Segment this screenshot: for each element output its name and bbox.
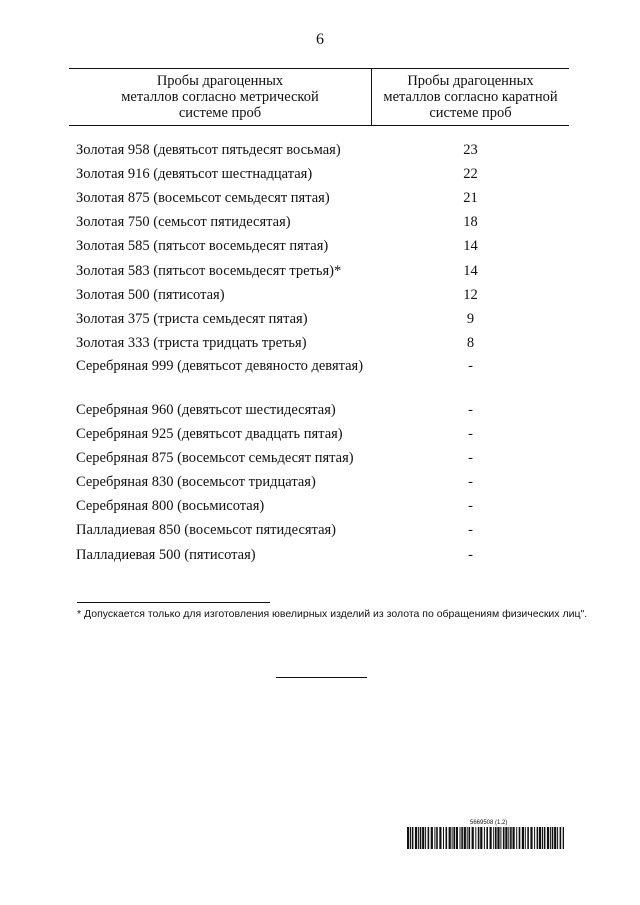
table-row: [69, 142, 569, 158]
row-assay-name: Золотая 375 (триста семьдесят пятая): [76, 311, 308, 327]
row-assay-name: Палладиевая 500 (пятисотая): [76, 547, 256, 563]
assay-table: [69, 68, 569, 563]
document-code: 5669508 (1.2): [470, 820, 508, 826]
row-assay-name: Серебряная 830 (восемьсот тридцатая): [76, 474, 316, 490]
barcode: [407, 827, 564, 849]
table-row: [69, 190, 569, 206]
row-carat-value: 8: [466, 335, 475, 351]
header-carat-system: Пробы драгоценных металлов согласно каратной системе проб: [383, 73, 558, 121]
table-row: [69, 474, 569, 490]
table-row: [69, 238, 569, 254]
row-assay-name: Золотая 916 (девятьсот шестнадцатая): [76, 166, 313, 182]
table-row: [69, 426, 569, 442]
footnote-divider: [77, 602, 270, 603]
row-assay-name: Золотая 333 (триста тридцать третья): [76, 335, 307, 351]
row-assay-name: Золотая 875 (восемьсот семьдесят пятая): [76, 190, 330, 206]
row-carat-value: -: [468, 522, 473, 538]
table-row: [69, 450, 569, 466]
row-assay-name: Золотая 500 (пятисотая): [76, 287, 225, 303]
row-carat-value: -: [468, 450, 473, 466]
row-carat-value: -: [468, 402, 473, 418]
row-carat-value: 22: [463, 166, 478, 182]
footnote: * Допускается только для изготовления ювелирных изделий из золота по обращениям физических лиц".: [77, 608, 588, 620]
row-assay-name: Золотая 583 (пятьсот восемьдесят третья)*: [76, 263, 342, 279]
row-assay-name: Серебряная 925 (девятьсот двадцать пятая): [76, 426, 343, 442]
row-carat-value: 14: [463, 263, 478, 279]
table-row: [69, 522, 569, 538]
row-carat-value: -: [468, 474, 473, 490]
table-row: [69, 214, 569, 230]
row-assay-name: Серебряная 800 (восьмисотая): [76, 498, 265, 514]
row-assay-name: Палладиевая 850 (восемьсот пятидесятая): [76, 522, 337, 538]
row-carat-value: 12: [463, 287, 478, 303]
row-carat-value: 18: [463, 214, 478, 230]
table-row: [69, 498, 569, 514]
table-row: [69, 263, 569, 279]
row-assay-name: Золотая 585 (пятьсот восемьдесят пятая): [76, 238, 329, 254]
row-carat-value: -: [468, 358, 473, 374]
row-carat-value: -: [468, 547, 473, 563]
page-number: 6: [316, 31, 324, 48]
table-row: [69, 166, 569, 182]
row-carat-value: -: [468, 498, 473, 514]
table-row: [69, 547, 569, 563]
row-assay-name: Золотая 958 (девятьсот пятьдесят восьмая): [76, 142, 341, 158]
table-header: [69, 68, 569, 126]
row-carat-value: 14: [463, 238, 478, 254]
row-assay-name: Серебряная 999 (девятьсот девяносто девятая): [76, 358, 364, 374]
row-assay-name: Золотая 750 (семьсот пятидесятая): [76, 214, 291, 230]
end-of-document-rule: [276, 677, 367, 678]
row-assay-name: Серебряная 875 (восемьсот семьдесят пятая): [76, 450, 354, 466]
table-row: [69, 335, 569, 351]
row-carat-value: 9: [466, 311, 475, 327]
header-metric-system: Пробы драгоценных металлов согласно метрической системе проб: [121, 73, 319, 121]
table-row: [69, 358, 569, 392]
table-row: [69, 402, 569, 418]
table-row: [69, 311, 569, 327]
row-assay-name: Серебряная 960 (девятьсот шестидесятая): [76, 402, 336, 418]
row-carat-value: -: [468, 426, 473, 442]
row-carat-value: 23: [463, 142, 478, 158]
table-row: [69, 287, 569, 303]
row-carat-value: 21: [463, 190, 478, 206]
